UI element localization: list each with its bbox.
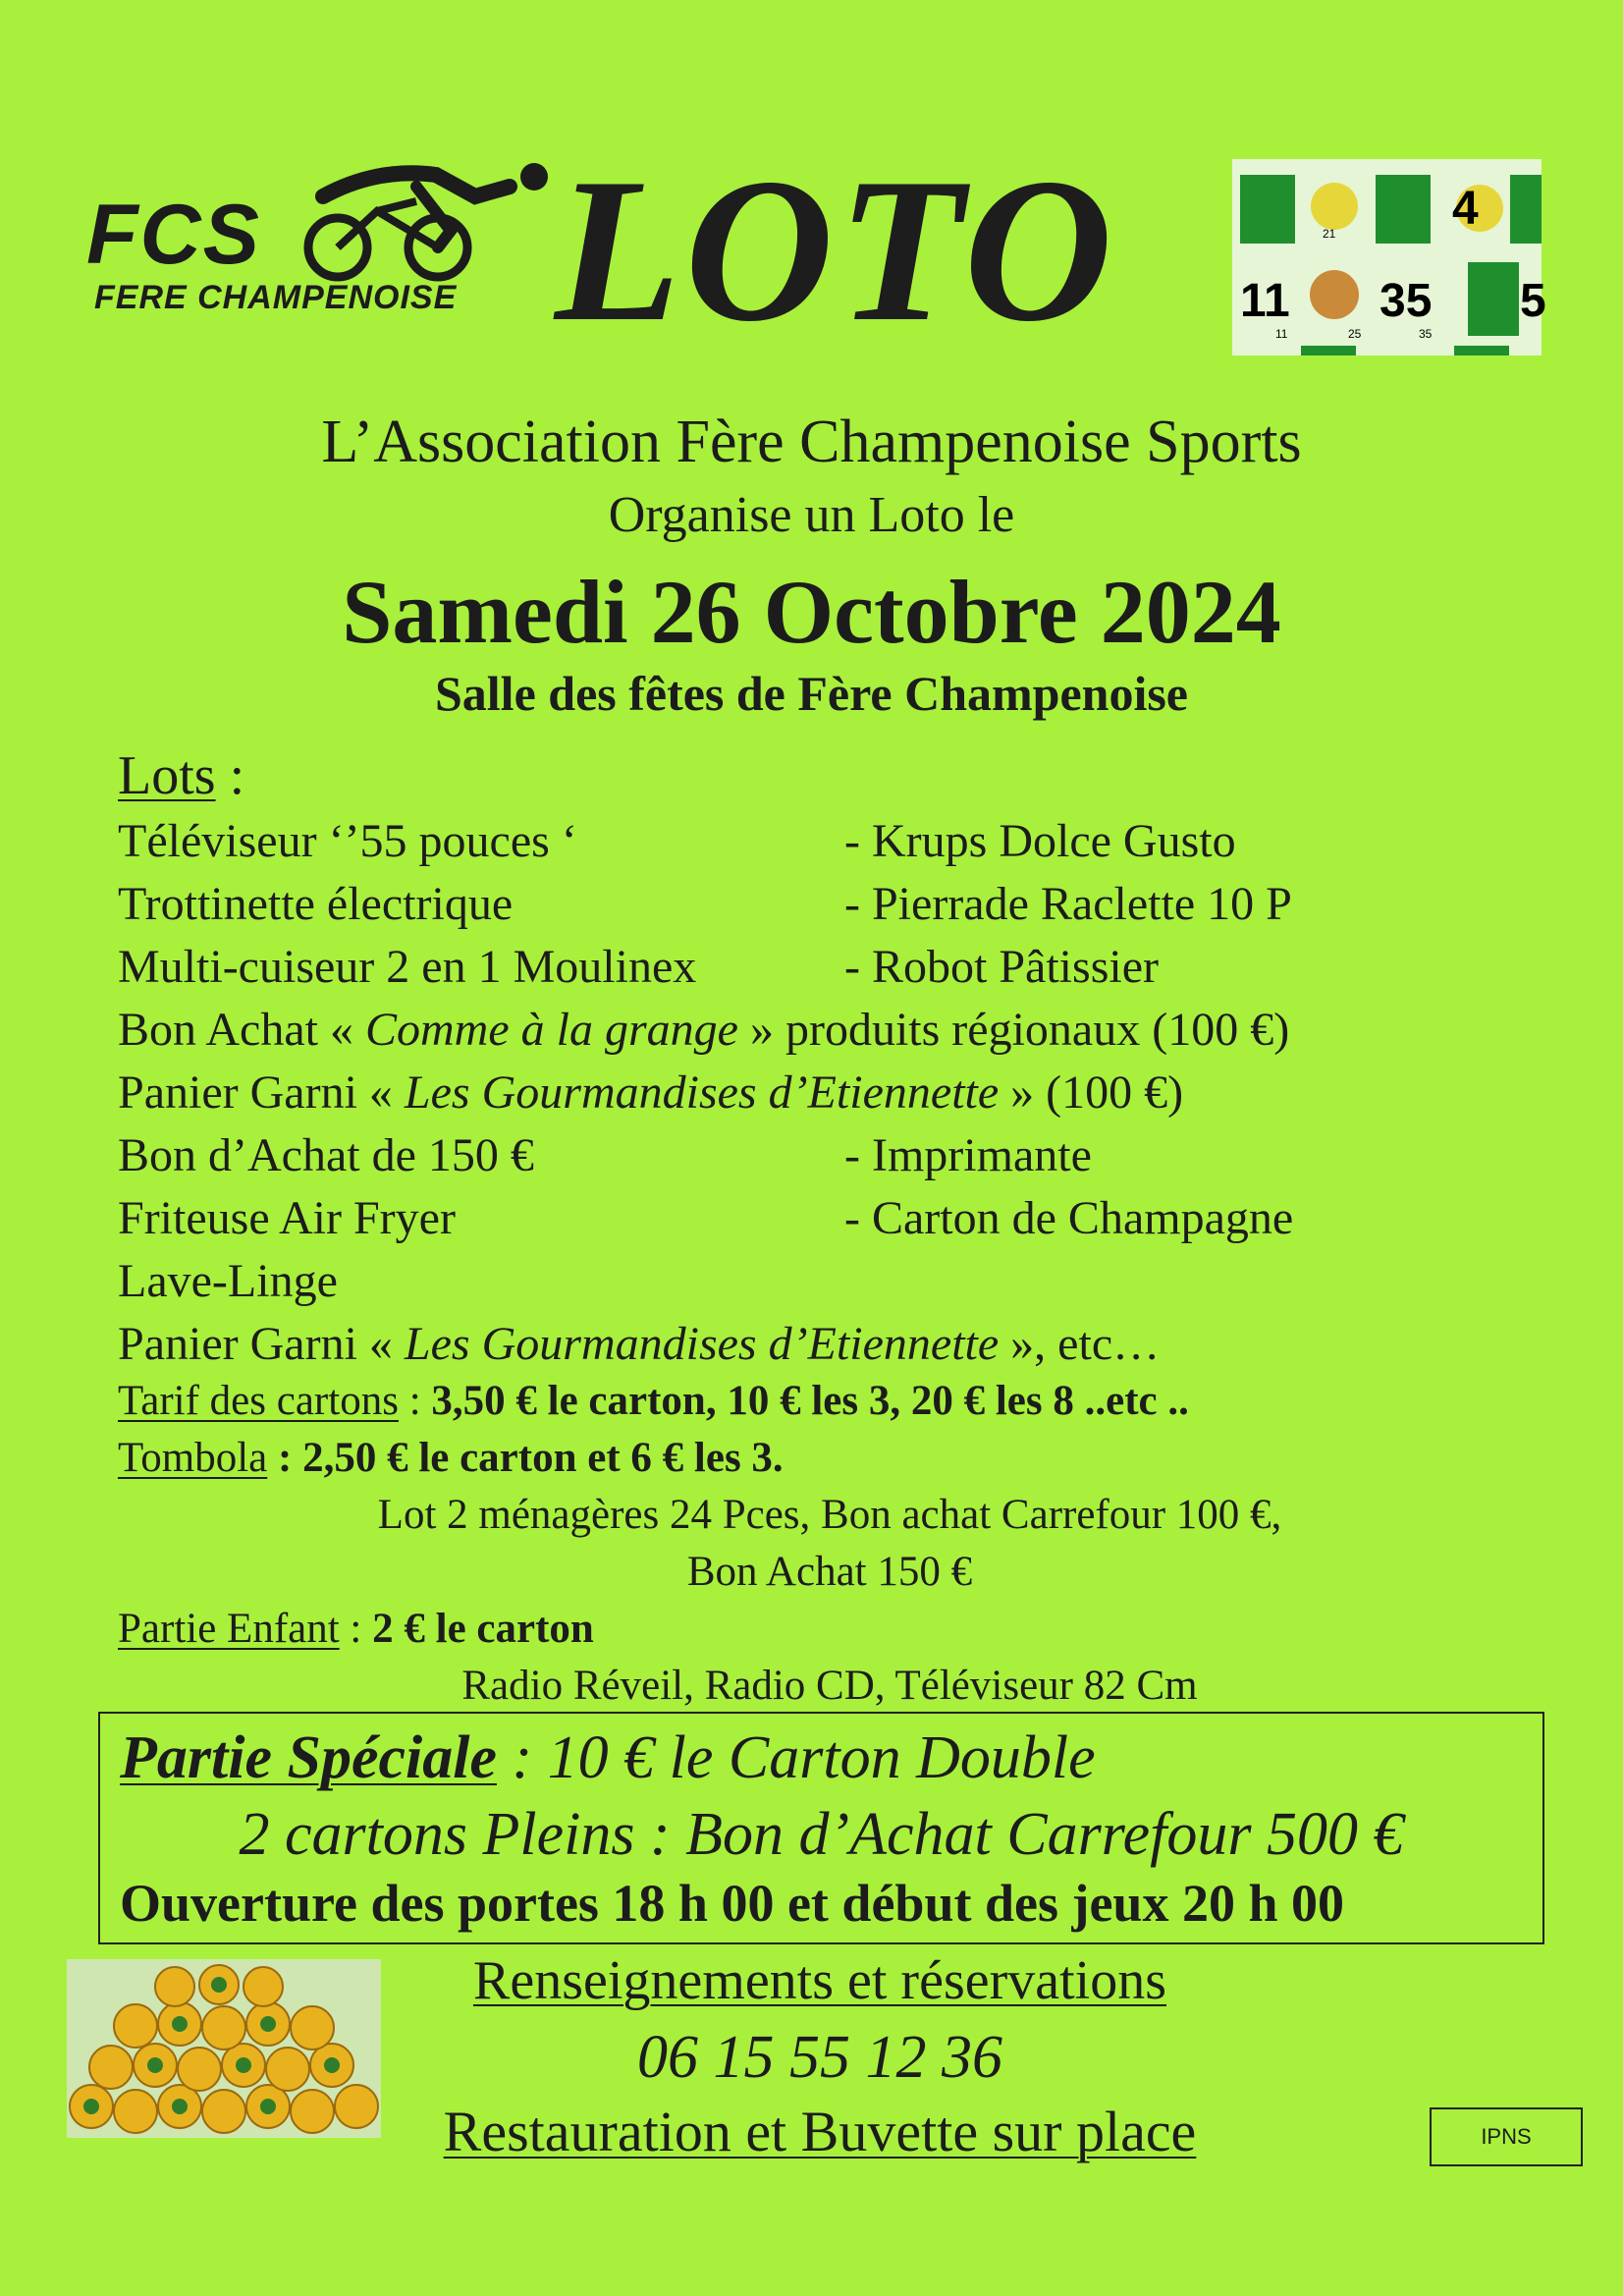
tombola [118,1430,1542,1487]
lots-heading-colon: : [215,745,245,806]
lots-heading [118,741,1542,810]
logo-sub-text: FERE CHAMPENOISE [94,279,458,316]
event-date: Samedi 26 Octobre 2024 [342,562,1281,662]
partie-enfant-value: 2 € le carton [372,1606,594,1652]
lot-row [118,1250,1542,1313]
lot-item: - Robot Pâtissier [844,941,1159,993]
tarif-cartons-value: 3,50 € le carton, 10 € les 3, 20 € les 8 ..etc .. [431,1378,1189,1424]
lot-item: Multi-cuiseur 2 en 1 Moulinex [118,941,697,993]
card-number-11: 11 [1240,275,1290,327]
lot-item-suffix: » (100 €) [999,1066,1184,1119]
partie-enfant-sep: : [339,1606,373,1652]
partie-enfant-label: Partie Enfant [118,1606,340,1652]
card-small-11: 11 [1275,327,1288,341]
tarif-cartons [118,1373,1542,1430]
lot-item: - Krups Dolce Gusto [844,815,1236,867]
card-small-35: 35 [1419,327,1433,341]
partie-enfant-prizes: Radio Réveil, Radio CD, Téléviseur 82 Cm [461,1663,1198,1709]
lot-item: Bon d’Achat de 150 € [118,1129,534,1181]
lots-heading-label: Lots [118,745,216,806]
card-small-25: 25 [1348,327,1362,341]
info-heading: Renseignements et réservations [472,1950,1166,2011]
partie-enfant [118,1601,1542,1658]
lot-item: - Imprimante [844,1129,1092,1181]
event-venue: Salle des fêtes de Fère Champenoise [434,666,1189,721]
lot-item: Friteuse Air Fryer [118,1192,456,1244]
lot-row [118,1124,1542,1187]
special-game-value: : 10 € le Carton Double [496,1724,1096,1791]
lot-item-suffix: », etc… [999,1318,1161,1370]
organise-line: Organise un Loto le [608,487,1015,543]
association-name: L’Association Fère Champenoise Sports [321,409,1302,475]
lot-item: Téléviseur ‘’55 pouces ‘ [118,815,577,867]
lots-list [118,741,1542,1376]
card-number-21: 21 [1323,227,1336,241]
tarif-cartons-sep: : [398,1378,432,1424]
tombola-prizes: Lot 2 ménagères 24 Pces, Bon achat Carrefour 100 €, [377,1492,1282,1538]
lot-item-brand: Comme à la grange [364,1004,738,1056]
lot-item-brand: Les Gourmandises d’Etiennette [404,1318,1000,1370]
tombola-value: : 2,50 € le carton et 6 € les 3. [267,1435,784,1481]
lot-row [118,873,1542,936]
special-game-line [120,1723,1096,1793]
page-title: LOTO [555,137,1117,364]
lot-item: - Carton de Champagne [844,1192,1294,1244]
special-game-box [98,1712,1544,1944]
lot-item-suffix: » produits régionaux (100 €) [737,1004,1290,1056]
opening-hours: Ouverture des portes 18 h 00 et début des jeux 20 h 00 [120,1874,1344,1933]
food-drinks: Restauration et Buvette sur place [443,2100,1197,2163]
fcs-logo [81,157,532,329]
logo-main-text: FCS [86,188,261,282]
card-number-4: 4 [1452,183,1479,235]
phone-number[interactable]: 06 15 55 12 36 [637,2024,1002,2091]
ipns-badge: IPNS [1430,2107,1583,2166]
lot-item-brand: Les Gourmandises d’Etiennette [404,1066,1000,1119]
lot-item: Trottinette électrique [118,878,514,930]
lot-item-prefix: Panier Garni « [118,1066,405,1119]
cyclist-icon [269,157,603,285]
lot-row [118,936,1542,999]
tombola-prizes: Bon Achat 150 € [686,1549,973,1595]
special-game-label: Partie Spéciale [120,1724,497,1791]
card-number-5: 5 [1520,275,1546,327]
card-number-35: 35 [1380,275,1433,327]
lot-row [118,810,1542,873]
lot-item-prefix: Panier Garni « [118,1318,405,1370]
loto-card-image [1232,159,1546,355]
lot-row [118,1062,1542,1124]
lot-row [118,1313,1542,1376]
lot-item: - Pierrade Raclette 10 P [844,878,1292,930]
pricing-section [118,1373,1542,1715]
lot-row [118,999,1542,1062]
lot-item: Lave-Linge [118,1255,338,1307]
tarif-cartons-label: Tarif des cartons [118,1378,399,1424]
lot-item-prefix: Bon Achat « [118,1004,365,1056]
lot-row [118,1187,1542,1250]
special-game-prize: 2 cartons Pleins : Bon d’Achat Carrefour 500 € [239,1801,1404,1868]
tombola-label: Tombola [118,1435,268,1481]
